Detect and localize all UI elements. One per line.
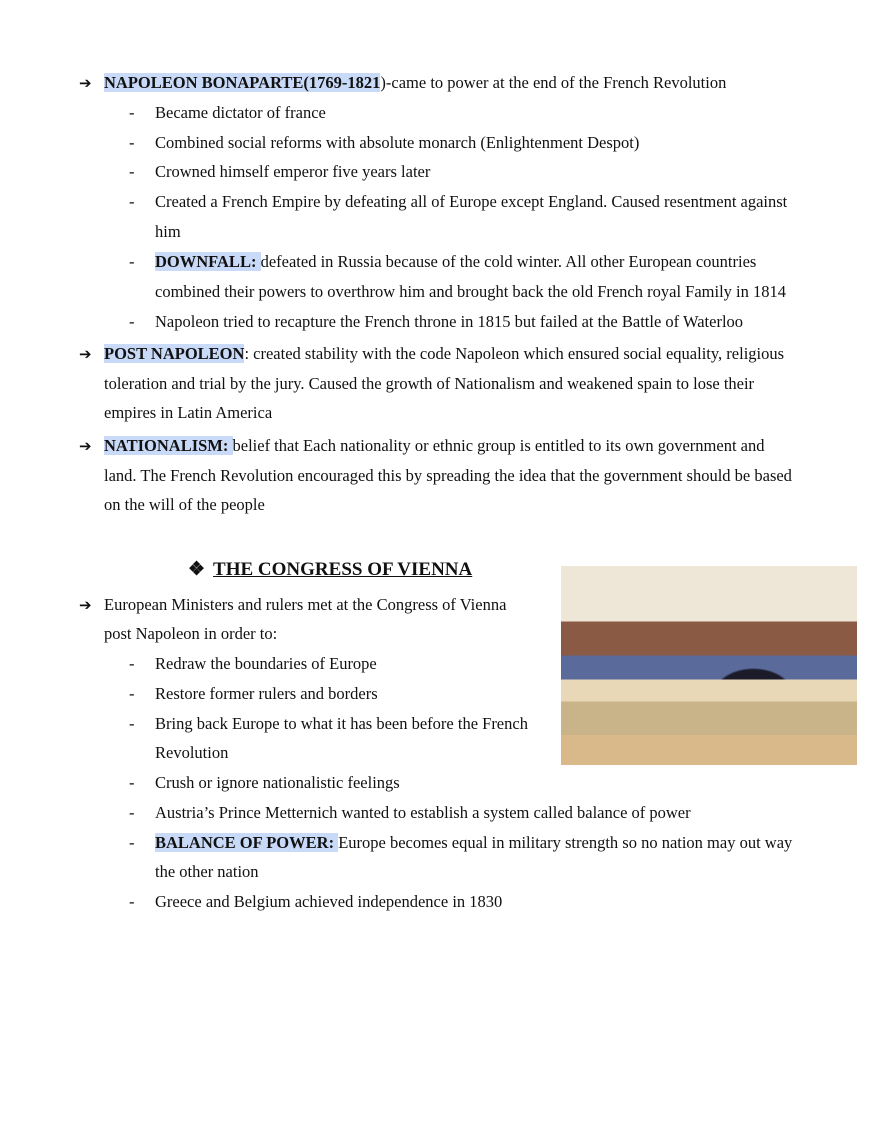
list-item: Greece and Belgium achieved independence in 1830 (155, 892, 503, 911)
downfall-line (155, 252, 756, 272)
text: belief that Each nationality or ethnic group is entitled to its own government and (232, 436, 765, 455)
dash: - (129, 312, 135, 331)
highlight-text: POST NAPOLEON (104, 344, 245, 363)
list-item: Redraw the boundaries of Europe (155, 654, 377, 673)
text-line: land. The French Revolution encouraged this by spreading the idea that the government should be based (104, 466, 792, 485)
list-item: Napoleon tried to recapture the French throne in 1815 but failed at the Battle of Waterloo (155, 312, 744, 331)
list-item: Became dictator of france (155, 103, 326, 122)
text: : created stability with the code Napoleon which ensured social equality, religious (244, 344, 785, 363)
list-item: Restore former rulers and borders (155, 684, 378, 703)
dash: - (129, 162, 135, 181)
post-napoleon-line (104, 344, 784, 364)
list-item: Bring back Europe to what it has been before the French (155, 714, 528, 733)
text: Europe becomes equal in military strength so no nation may out way (338, 833, 793, 852)
highlight-text: DOWNFALL: (155, 252, 261, 271)
dash: - (129, 833, 135, 852)
diamond-bullet-icon: ❖ (188, 559, 206, 580)
dash: - (129, 773, 135, 792)
list-item: Austria’s Prince Metternich wanted to establish a system called balance of power (155, 803, 691, 822)
list-item: Crowned himself emperor five years later (155, 162, 431, 181)
dash: - (129, 803, 135, 822)
list-item: Created a French Empire by defeating all of Europe except England. Caused resentment against (155, 192, 788, 211)
list-item: Combined social reforms with absolute monarch (Enlightenment Despot) (155, 133, 640, 152)
arrow-bullet-icon: ➔ (79, 596, 92, 614)
dash: - (129, 654, 135, 673)
list-item-cont: Revolution (155, 743, 229, 762)
highlight-text: BALANCE OF POWER: (155, 833, 339, 852)
text-line: toleration and trial by the jury. Caused the growth of Nationalism and weakened spain to lose their (104, 374, 755, 393)
highlight-text: NAPOLEON BONAPARTE(1769-1821 (104, 73, 381, 92)
heading-text: THE CONGRESS OF VIENNA (213, 559, 473, 580)
text-line: European Ministers and rulers met at the Congress of Vienna (104, 595, 507, 614)
text: )-came to power at the end of the French Revolution (380, 73, 727, 92)
downfall-line2: combined their powers to overthrow him and brought back the old French royal Family in 1814 (155, 282, 786, 301)
list-item-cont: the other nation (155, 862, 259, 881)
arrow-bullet-icon: ➔ (79, 345, 92, 363)
section-heading (188, 558, 472, 581)
text-line: post Napoleon in order to: (104, 624, 278, 643)
arrow-bullet-icon: ➔ (79, 437, 92, 455)
highlight-text: NATIONALISM: (104, 436, 233, 455)
text-line: on the will of the people (104, 495, 265, 514)
arrow-bullet-icon: ➔ (79, 74, 92, 92)
dash: - (129, 892, 135, 911)
napoleon-line (104, 73, 726, 93)
dash: - (129, 192, 135, 211)
nationalism-line (104, 436, 765, 456)
dash: - (129, 684, 135, 703)
dash: - (129, 133, 135, 152)
text-line: empires in Latin America (104, 403, 273, 422)
dash: - (129, 252, 135, 271)
text: defeated in Russia because of the cold winter. All other European countries (260, 252, 757, 271)
balance-of-power-line (155, 833, 792, 853)
congress-of-vienna-painting (561, 566, 857, 765)
list-item-cont: him (155, 222, 181, 241)
dash: - (129, 103, 135, 122)
list-item: Crush or ignore nationalistic feelings (155, 773, 400, 792)
dash: - (129, 714, 135, 733)
